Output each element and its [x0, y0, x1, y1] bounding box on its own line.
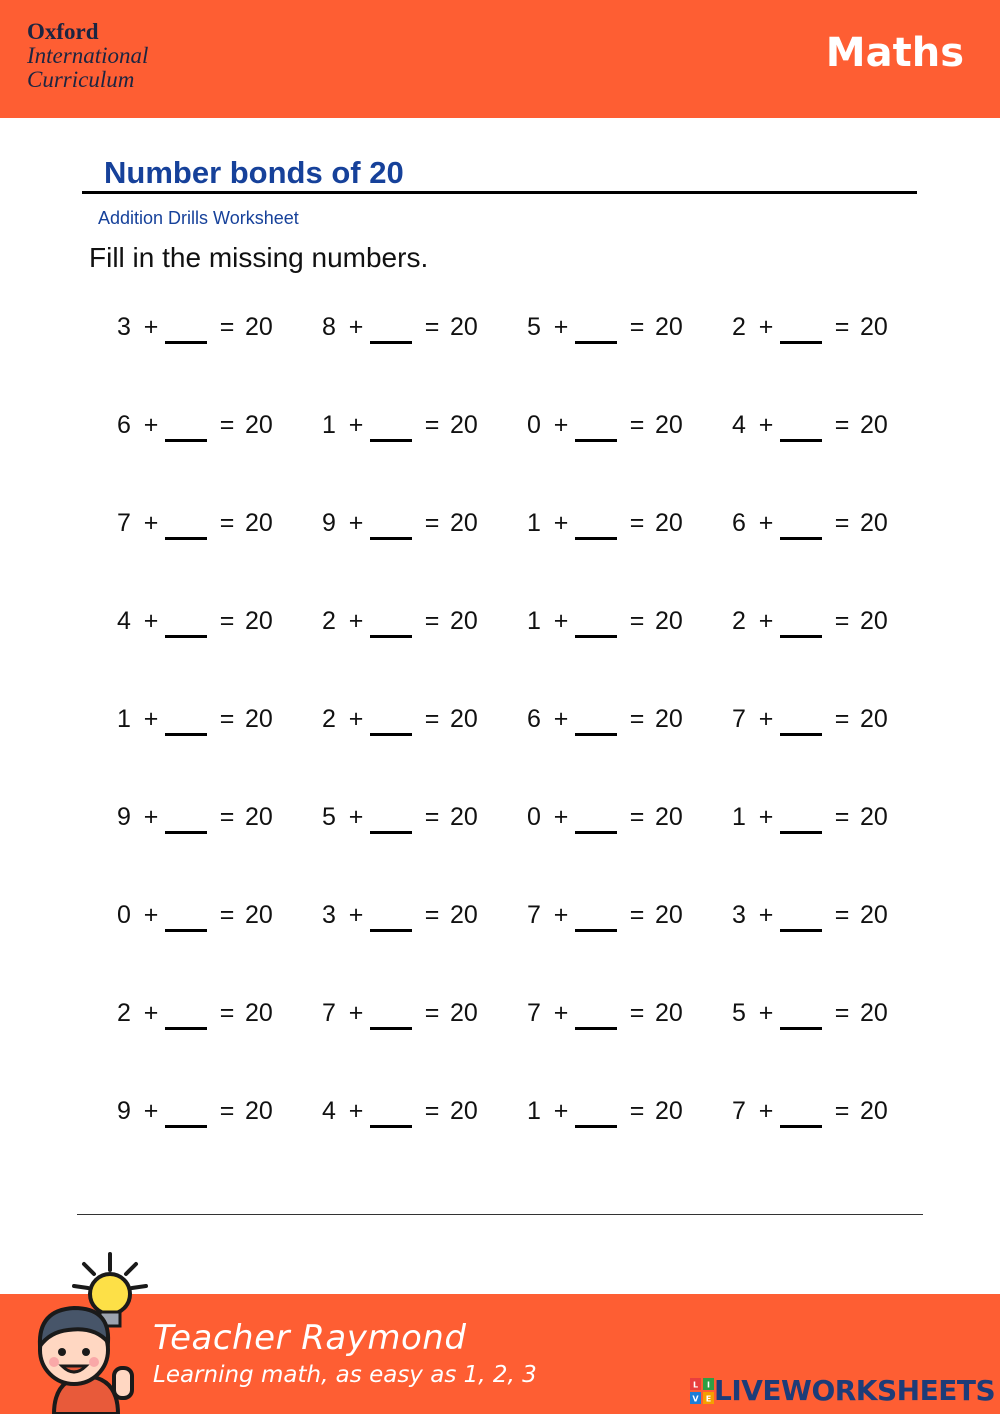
problem-item — [720, 308, 925, 346]
logo-letter-e: E — [705, 1394, 712, 1403]
plus-sign: + — [553, 312, 569, 341]
plus-sign: + — [143, 704, 159, 733]
answer-input[interactable] — [575, 703, 617, 733]
sum-value: 20 — [860, 410, 888, 439]
sum-value: 20 — [245, 312, 273, 341]
answer-blank[interactable] — [780, 899, 822, 932]
answer-input[interactable] — [370, 605, 412, 635]
answer-input[interactable] — [575, 997, 617, 1027]
sum-value: 20 — [245, 410, 273, 439]
problem-item — [105, 602, 310, 640]
subject-label: Maths — [825, 30, 964, 76]
problem-grid — [105, 308, 925, 1190]
plus-sign: + — [758, 508, 774, 537]
plus-sign: + — [758, 998, 774, 1027]
problem-item — [720, 504, 925, 542]
equals-sign: = — [834, 312, 850, 341]
plus-sign: + — [143, 998, 159, 1027]
answer-input[interactable] — [370, 899, 412, 929]
sum-value: 20 — [450, 312, 478, 341]
problem-item — [310, 700, 515, 738]
sum-value: 20 — [450, 900, 478, 929]
liveworksheets-icon — [690, 1378, 714, 1404]
problem-item — [515, 602, 720, 640]
equals-sign: = — [629, 900, 645, 929]
plus-sign: + — [348, 312, 364, 341]
equals-sign: = — [219, 802, 235, 831]
answer-blank[interactable] — [165, 801, 207, 834]
addend: 7 — [322, 998, 336, 1027]
equals-sign: = — [834, 704, 850, 733]
plus-sign: + — [143, 802, 159, 831]
addend: 3 — [732, 900, 746, 929]
answer-input[interactable] — [575, 801, 617, 831]
answer-blank[interactable] — [780, 997, 822, 1030]
answer-input[interactable] — [370, 409, 412, 439]
equals-sign: = — [629, 1096, 645, 1125]
sum-value: 20 — [655, 998, 683, 1027]
answer-input[interactable] — [165, 997, 207, 1027]
addend: 4 — [117, 606, 131, 635]
equals-sign: = — [629, 312, 645, 341]
answer-blank[interactable] — [575, 605, 617, 638]
answer-blank[interactable] — [780, 801, 822, 834]
teacher-name: Teacher Raymond — [153, 1318, 467, 1358]
answer-blank[interactable] — [165, 703, 207, 736]
problem-row — [105, 798, 925, 896]
equals-sign: = — [219, 704, 235, 733]
logo-letter-l: L — [692, 1380, 699, 1389]
answer-blank[interactable] — [165, 899, 207, 932]
plus-sign: + — [758, 606, 774, 635]
plus-sign: + — [758, 802, 774, 831]
brand-logo — [27, 20, 148, 92]
problem-item — [105, 308, 310, 346]
sum-value: 20 — [245, 900, 273, 929]
problem-item — [720, 798, 925, 836]
sum-value: 20 — [655, 410, 683, 439]
equals-sign: = — [219, 606, 235, 635]
answer-blank[interactable] — [370, 703, 412, 736]
answer-blank[interactable] — [165, 1095, 207, 1128]
liveworksheets-text[interactable]: LIVEWORKSHEETS — [714, 1374, 996, 1407]
problem-item — [105, 798, 310, 836]
plus-sign: + — [553, 900, 569, 929]
equals-sign: = — [219, 312, 235, 341]
equals-sign: = — [424, 312, 440, 341]
plus-sign: + — [348, 998, 364, 1027]
answer-input[interactable] — [780, 703, 822, 733]
answer-input[interactable] — [370, 997, 412, 1027]
answer-input[interactable] — [780, 801, 822, 831]
answer-blank[interactable] — [575, 801, 617, 834]
plus-sign: + — [348, 704, 364, 733]
addend: 5 — [527, 312, 541, 341]
problem-item — [310, 308, 515, 346]
sum-value: 20 — [245, 606, 273, 635]
answer-input[interactable] — [165, 605, 207, 635]
title-underline — [82, 191, 917, 194]
plus-sign: + — [348, 410, 364, 439]
sum-value: 20 — [860, 508, 888, 537]
answer-blank[interactable] — [165, 997, 207, 1030]
answer-blank[interactable] — [165, 311, 207, 344]
plus-sign: + — [143, 410, 159, 439]
addend: 0 — [527, 802, 541, 831]
problem-item — [310, 1092, 515, 1130]
equals-sign: = — [219, 508, 235, 537]
problem-item — [720, 896, 925, 934]
equals-sign: = — [834, 1096, 850, 1125]
problem-item — [515, 504, 720, 542]
addend: 6 — [527, 704, 541, 733]
plus-sign: + — [758, 704, 774, 733]
plus-sign: + — [348, 900, 364, 929]
answer-input[interactable] — [165, 311, 207, 341]
answer-blank[interactable] — [780, 1095, 822, 1128]
sum-value: 20 — [655, 312, 683, 341]
sum-value: 20 — [245, 508, 273, 537]
equals-sign: = — [424, 508, 440, 537]
sum-value: 20 — [655, 606, 683, 635]
equals-sign: = — [424, 410, 440, 439]
plus-sign: + — [758, 900, 774, 929]
problem-item — [310, 602, 515, 640]
addend: 9 — [117, 1096, 131, 1125]
answer-blank[interactable] — [370, 801, 412, 834]
problem-item — [720, 700, 925, 738]
sum-value: 20 — [450, 410, 478, 439]
equals-sign: = — [629, 410, 645, 439]
answer-input[interactable] — [575, 1095, 617, 1125]
equals-sign: = — [424, 606, 440, 635]
plus-sign: + — [143, 900, 159, 929]
problem-item — [105, 1092, 310, 1130]
answer-blank[interactable] — [370, 311, 412, 344]
answer-blank[interactable] — [575, 507, 617, 540]
answer-blank[interactable] — [165, 605, 207, 638]
addend: 2 — [322, 704, 336, 733]
equals-sign: = — [834, 998, 850, 1027]
sum-value: 20 — [655, 900, 683, 929]
instructions-text: Fill in the missing numbers. — [89, 242, 429, 273]
sum-value: 20 — [860, 1096, 888, 1125]
problem-item — [310, 504, 515, 542]
problem-item — [105, 994, 310, 1032]
answer-input[interactable] — [370, 507, 412, 537]
problem-item — [105, 700, 310, 738]
answer-blank[interactable] — [370, 1095, 412, 1128]
problem-row — [105, 896, 925, 994]
brand-line-international: International — [27, 43, 149, 68]
problem-row — [105, 1092, 925, 1190]
addend: 1 — [732, 802, 746, 831]
problem-item — [105, 896, 310, 934]
equals-sign: = — [629, 704, 645, 733]
addend: 7 — [527, 900, 541, 929]
equals-sign: = — [834, 606, 850, 635]
answer-input[interactable] — [780, 997, 822, 1027]
problem-item — [515, 1092, 720, 1130]
addend: 2 — [322, 606, 336, 635]
sum-value: 20 — [860, 606, 888, 635]
addend: 7 — [732, 704, 746, 733]
equals-sign: = — [629, 998, 645, 1027]
addend: 1 — [527, 1096, 541, 1125]
equals-sign: = — [834, 410, 850, 439]
addend: 1 — [527, 606, 541, 635]
teacher-lightbulb-icon — [14, 1250, 154, 1414]
plus-sign: + — [553, 1096, 569, 1125]
plus-sign: + — [143, 1096, 159, 1125]
answer-input[interactable] — [165, 703, 207, 733]
addend: 0 — [117, 900, 131, 929]
answer-blank[interactable] — [370, 899, 412, 932]
answer-input[interactable] — [370, 801, 412, 831]
equals-sign: = — [424, 900, 440, 929]
plus-sign: + — [143, 312, 159, 341]
liveworksheets-logo[interactable] — [690, 1374, 995, 1407]
sum-value: 20 — [860, 900, 888, 929]
answer-input[interactable] — [575, 311, 617, 341]
sum-value: 20 — [860, 312, 888, 341]
answer-input[interactable] — [780, 899, 822, 929]
equals-sign: = — [219, 1096, 235, 1125]
addend: 4 — [322, 1096, 336, 1125]
problem-item — [515, 896, 720, 934]
addend: 9 — [117, 802, 131, 831]
answer-blank[interactable] — [370, 605, 412, 638]
sum-value: 20 — [450, 704, 478, 733]
plus-sign: + — [553, 410, 569, 439]
answer-input[interactable] — [165, 899, 207, 929]
addend: 8 — [322, 312, 336, 341]
equals-sign: = — [424, 998, 440, 1027]
answer-input[interactable] — [575, 409, 617, 439]
problem-item — [515, 406, 720, 444]
addend: 1 — [322, 410, 336, 439]
problem-item — [515, 798, 720, 836]
logo-letter-i: I — [707, 1380, 710, 1389]
addend: 2 — [732, 606, 746, 635]
equals-sign: = — [629, 606, 645, 635]
equals-sign: = — [834, 802, 850, 831]
sum-value: 20 — [655, 1096, 683, 1125]
answer-input[interactable] — [780, 311, 822, 341]
problem-item — [310, 994, 515, 1032]
answer-blank[interactable] — [780, 311, 822, 344]
equals-sign: = — [424, 802, 440, 831]
plus-sign: + — [553, 704, 569, 733]
problem-item — [515, 700, 720, 738]
plus-sign: + — [553, 998, 569, 1027]
addend: 6 — [732, 508, 746, 537]
plus-sign: + — [553, 508, 569, 537]
problem-row — [105, 602, 925, 700]
answer-input[interactable] — [165, 801, 207, 831]
problem-item — [310, 406, 515, 444]
answer-input[interactable] — [575, 507, 617, 537]
sum-value: 20 — [655, 704, 683, 733]
answer-input[interactable] — [575, 899, 617, 929]
sum-value: 20 — [450, 606, 478, 635]
answer-blank[interactable] — [370, 997, 412, 1030]
answer-input[interactable] — [575, 605, 617, 635]
answer-input[interactable] — [780, 1095, 822, 1125]
answer-blank[interactable] — [165, 507, 207, 540]
problem-row — [105, 308, 925, 406]
equals-sign: = — [834, 900, 850, 929]
problem-row — [105, 406, 925, 504]
problem-item — [105, 504, 310, 542]
answer-blank[interactable] — [780, 507, 822, 540]
equals-sign: = — [629, 508, 645, 537]
addend: 3 — [117, 312, 131, 341]
problem-item — [515, 994, 720, 1032]
sum-value: 20 — [450, 508, 478, 537]
answer-blank[interactable] — [370, 409, 412, 442]
problem-row — [105, 504, 925, 602]
footer-tagline: Learning math, as easy as 1, 2, 3 — [153, 1362, 537, 1388]
problem-item — [720, 1092, 925, 1130]
addend: 1 — [527, 508, 541, 537]
addend: 7 — [732, 1096, 746, 1125]
equals-sign: = — [834, 508, 850, 537]
answer-blank[interactable] — [575, 1095, 617, 1128]
plus-sign: + — [758, 312, 774, 341]
answer-blank[interactable] — [370, 507, 412, 540]
addend: 7 — [117, 508, 131, 537]
answer-input[interactable] — [165, 409, 207, 439]
plus-sign: + — [553, 802, 569, 831]
answer-blank[interactable] — [780, 605, 822, 638]
problem-item — [515, 308, 720, 346]
answer-blank[interactable] — [165, 409, 207, 442]
page-subtitle: Addition Drills Worksheet — [98, 208, 299, 228]
sum-value: 20 — [245, 998, 273, 1027]
addend: 7 — [527, 998, 541, 1027]
brand-line-curriculum: Curriculum — [27, 67, 135, 92]
answer-blank[interactable] — [575, 311, 617, 344]
sum-value: 20 — [245, 704, 273, 733]
sum-value: 20 — [655, 508, 683, 537]
sum-value: 20 — [245, 802, 273, 831]
problem-item — [720, 602, 925, 640]
answer-blank[interactable] — [575, 409, 617, 442]
equals-sign: = — [219, 998, 235, 1027]
equals-sign: = — [219, 900, 235, 929]
addend: 5 — [322, 802, 336, 831]
addend: 9 — [322, 508, 336, 537]
addend: 6 — [117, 410, 131, 439]
problem-row — [105, 994, 925, 1092]
answer-input[interactable] — [370, 311, 412, 341]
addend: 1 — [117, 704, 131, 733]
addend: 2 — [732, 312, 746, 341]
problem-item — [310, 798, 515, 836]
problem-item — [310, 896, 515, 934]
sum-value: 20 — [860, 704, 888, 733]
answer-blank[interactable] — [575, 997, 617, 1030]
sum-value: 20 — [450, 802, 478, 831]
answer-blank[interactable] — [575, 703, 617, 736]
sum-value: 20 — [860, 802, 888, 831]
answer-blank[interactable] — [780, 703, 822, 736]
equals-sign: = — [424, 704, 440, 733]
plus-sign: + — [553, 606, 569, 635]
addend: 5 — [732, 998, 746, 1027]
problem-item — [105, 406, 310, 444]
sum-value: 20 — [655, 802, 683, 831]
plus-sign: + — [348, 802, 364, 831]
sum-value: 20 — [245, 1096, 273, 1125]
sum-value: 20 — [450, 1096, 478, 1125]
plus-sign: + — [143, 508, 159, 537]
equals-sign: = — [219, 410, 235, 439]
problem-row — [105, 700, 925, 798]
answer-blank[interactable] — [780, 409, 822, 442]
plus-sign: + — [348, 1096, 364, 1125]
answer-input[interactable] — [370, 1095, 412, 1125]
bottom-divider — [77, 1214, 923, 1215]
answer-input[interactable] — [370, 703, 412, 733]
answer-input[interactable] — [780, 409, 822, 439]
plus-sign: + — [758, 410, 774, 439]
page-title: Number bonds of 20 — [104, 155, 404, 190]
problem-item — [720, 406, 925, 444]
answer-input[interactable] — [780, 507, 822, 537]
plus-sign: + — [758, 1096, 774, 1125]
equals-sign: = — [424, 1096, 440, 1125]
equals-sign: = — [629, 802, 645, 831]
answer-blank[interactable] — [575, 899, 617, 932]
problem-item — [720, 994, 925, 1032]
answer-input[interactable] — [165, 1095, 207, 1125]
answer-input[interactable] — [165, 507, 207, 537]
sum-value: 20 — [450, 998, 478, 1027]
plus-sign: + — [348, 606, 364, 635]
plus-sign: + — [348, 508, 364, 537]
addend: 4 — [732, 410, 746, 439]
addend: 2 — [117, 998, 131, 1027]
brand-line-oxford: Oxford — [27, 19, 99, 44]
addend: 3 — [322, 900, 336, 929]
answer-input[interactable] — [780, 605, 822, 635]
sum-value: 20 — [860, 998, 888, 1027]
addend: 0 — [527, 410, 541, 439]
plus-sign: + — [143, 606, 159, 635]
logo-letter-v: V — [692, 1394, 699, 1403]
